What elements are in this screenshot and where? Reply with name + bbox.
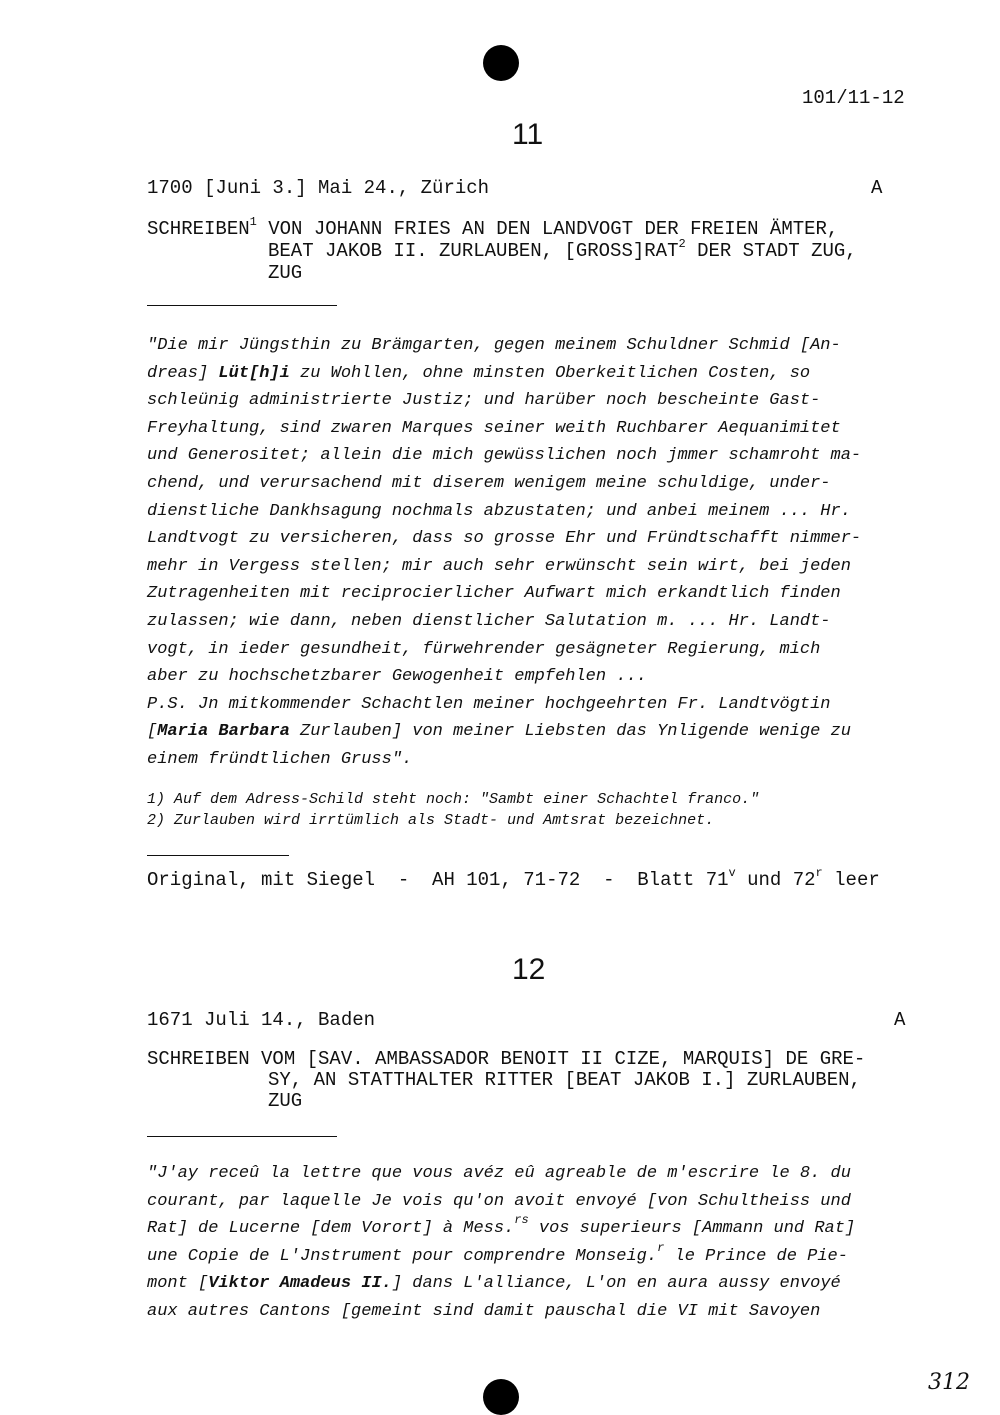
page-reference: 101/11-12 xyxy=(802,87,905,109)
document-heading: ZUG xyxy=(268,262,303,284)
document-heading xyxy=(268,237,857,262)
text-span: mont [ xyxy=(147,1274,209,1294)
source-text: Original, mit Siegel - AH 101, 71-72 - Blatt 71 xyxy=(147,869,729,891)
text-line xyxy=(147,718,861,746)
text-line xyxy=(147,1240,855,1271)
text-line: zulassen; wie dann, neben dienstlicher Salutation m. ... Hr. Landt- xyxy=(147,611,831,631)
letter-text xyxy=(147,332,861,774)
document-heading: SCHREIBEN VOM [SAV. AMBASSADOR BENOIT II CIZE, MARQUIS] DE GRE- xyxy=(147,1048,866,1070)
text-line: chend, und verursachend mit diserem wenigem meine schuldige, under- xyxy=(147,473,831,493)
source-text: leer xyxy=(822,869,880,891)
text-span: dreas] xyxy=(147,363,219,383)
handwritten-page-mark: 312 xyxy=(928,1370,970,1395)
text-span: Zurlauben] von meiner Liebsten das Ynligende wenige zu xyxy=(289,722,851,742)
footnotes xyxy=(147,789,759,831)
separator-rule xyxy=(147,305,337,306)
text-line: courant, par laquelle Je vois qu'on avoit envoyé [von Schultheiss und xyxy=(147,1191,851,1211)
text-span: Rat] de Lucerne [dem Vorort] à Mess. xyxy=(147,1219,515,1239)
superscript: r xyxy=(657,1240,665,1255)
text-line: und Generositet; allein die mich gewüsslichen noch jmmer schamroht ma- xyxy=(147,446,862,466)
text-span: une Copie de L'Jnstrument pour comprendre Monseig. xyxy=(147,1246,658,1266)
text-line: mehr in Vergess stellen; mir auch sehr erwünscht sein wirt, bei jeden xyxy=(147,556,851,576)
text-line xyxy=(147,1215,855,1243)
name-emphasis: Viktor Amadeus II. xyxy=(208,1274,392,1294)
text-line: "Die mir Jüngsthin zu Brämgarten, gegen meinem Schuldner Schmid [An- xyxy=(147,336,841,355)
document-heading: SY, AN STATTHALTER RITTER [BEAT JAKOB I.] ZURLAUBEN, xyxy=(268,1069,861,1091)
text-span: le Prince de Pie- xyxy=(664,1246,848,1266)
source-line xyxy=(147,866,880,891)
document-number: 12 xyxy=(512,953,546,986)
document-heading: ZUG xyxy=(268,1090,303,1112)
superscript: r xyxy=(815,866,823,880)
document-class: A xyxy=(894,1009,906,1031)
text-span: zu Wohllen, ohne minsten Oberkeitlichen Costen, so xyxy=(289,363,811,383)
text-line xyxy=(147,1270,855,1298)
text-line: schleünig administrierte Justiz; und harüber noch bescheinte Gast- xyxy=(147,391,821,411)
footnote: 1) Auf dem Adress-Schild steht noch: "Sambt einer Schachtel franco." xyxy=(147,791,760,808)
text-line: Freyhaltung, sind zwaren Marques seiner weith Ruchbarer Aequanimitet xyxy=(147,418,841,438)
name-emphasis: Lüt[h]i xyxy=(218,363,290,383)
text-span: ] dans L'alliance, L'on en aura aussy envoyé xyxy=(391,1274,841,1294)
superscript: rs xyxy=(514,1213,529,1228)
separator-rule xyxy=(147,1136,337,1137)
text-line: Zutragenheiten mit reciprocierlicher Aufwart mich erkandtlich finden xyxy=(147,584,841,604)
text-span: vos superieurs [Ammann und Rat] xyxy=(528,1219,856,1239)
punch-hole-bottom xyxy=(483,1379,519,1415)
separator-rule xyxy=(147,855,289,856)
document-date: 1671 Juli 14., Baden xyxy=(147,1009,376,1031)
text-line: Landtvogt zu versicheren, dass so grosse Ehr und Fründtschafft nimmer- xyxy=(147,529,862,549)
document-heading xyxy=(147,215,839,240)
heading-text: SCHREIBEN xyxy=(147,218,250,240)
superscript: v xyxy=(728,866,736,880)
source-text: und 72 xyxy=(735,869,816,891)
document-number: 11 xyxy=(512,118,544,151)
text-line: aber zu hochschetzbarer Gewogenheit empfehlen ... xyxy=(147,667,647,687)
footnote-ref: 1 xyxy=(249,215,257,229)
text-line: "J'ay receû la lettre que vous avéz eû agreable de m'escrire le 8. du xyxy=(147,1164,851,1183)
letter-text xyxy=(147,1160,855,1326)
heading-text: VON JOHANN FRIES AN DEN LANDVOGT DER FREIEN ÄMTER, xyxy=(256,218,839,240)
text-line: einem fründtlichen Gruss". xyxy=(147,749,413,769)
document-date: 1700 [Juni 3.] Mai 24., Zürich xyxy=(147,177,490,199)
document-class: A xyxy=(871,177,883,199)
name-emphasis: Maria Barbara xyxy=(157,722,290,742)
heading-text: BEAT JAKOB II. ZURLAUBEN, [GROSS]RAT xyxy=(268,240,679,262)
footnote: 2) Zurlauben wird irrtümlich als Stadt- und Amtsrat bezeichnet. xyxy=(147,812,715,829)
punch-hole-top xyxy=(483,45,519,81)
text-line: P.S. Jn mitkommender Schachtlen meiner hochgeehrten Fr. Landtvögtin xyxy=(147,694,831,714)
text-line: vogt, in ieder gesundheit, fürwehrender gesägneter Regierung, mich xyxy=(147,639,821,659)
text-span: [ xyxy=(147,722,158,742)
footnote-ref: 2 xyxy=(678,237,686,251)
text-line: dienstliche Dankhsagung nochmals abzustaten; und anbei meinem ... Hr. xyxy=(147,501,851,521)
text-line xyxy=(147,360,861,388)
text-line: aux autres Cantons [gemeint sind damit pauschal die VI mit Savoyen xyxy=(147,1301,821,1321)
heading-text: DER STADT ZUG, xyxy=(685,240,857,262)
